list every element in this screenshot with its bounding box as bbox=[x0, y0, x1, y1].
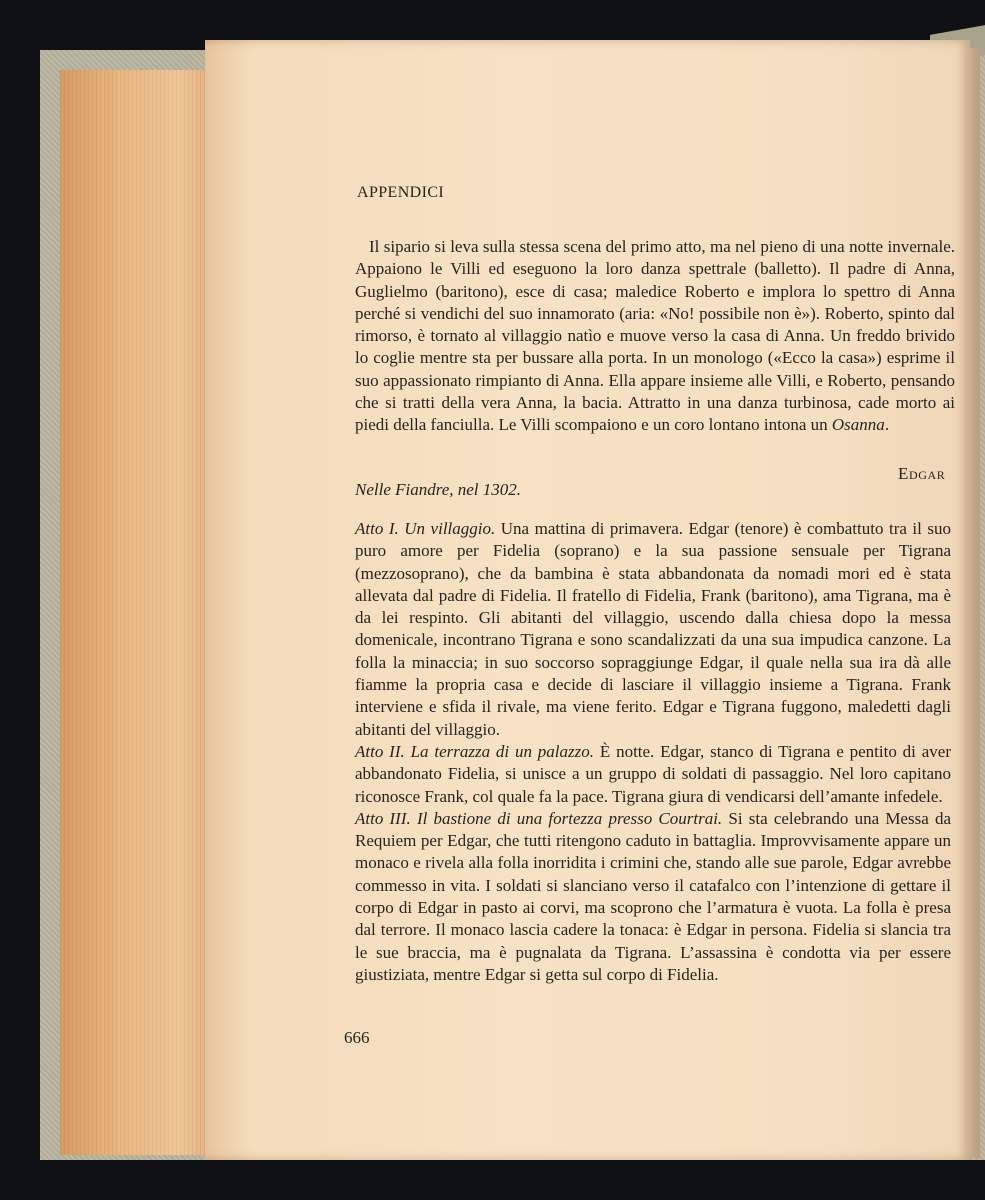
edgar-synopsis bbox=[355, 518, 951, 986]
edgar-setting: Nelle Fiandre, nel 1302. bbox=[355, 480, 522, 499]
villi-paragraph-text: Il sipario si leva sulla stessa scena del primo atto, ma nel pieno di una notte invernale. Appaiono le Villi ed eseguono la loro danza spettrale (balletto). Il padre di Anna, Guglielmo (baritono), esce di casa; maledice Roberto e implora lo spettro di Anna perché si vendichi del suo innamorato (aria: «No! possibile non è»). Roberto, spinto dal rimorso, è tornato al villaggio natìo e muove verso la casa di Anna. Un freddo brivido lo coglie mentre sta per bussare alla porta. In un monologo («Ecco la casa») esprime il suo appassionato rimpianto di Anna. Ella appare insieme alle Villi, e Roberto, pensando che si tratti della vera Anna, la bacia. Attratto in una danza turbinosa, cade morto ai piedi della fanciulla. Le Villi scompaiono e un coro lontano intona un bbox=[355, 237, 955, 435]
act-heading: Atto I. Un villaggio. bbox=[355, 519, 496, 538]
act-text: Una mattina di primavera. Edgar (tenore) è combattuto tra il suo puro amore per Fidelia (soprano) e la sua passione sensuale per Tigrana (mezzosoprano), che da bambina è stata abbandonata da nomadi mori ed è stata allevata dal padre di Fidelia. Il fratello di Fidelia, Frank (baritono), ama Tigrana, ma è da lei respinto. Gli abitanti del villaggio, uscendo dalla chiesa dopo la messa domenicale, incontrano Tigrana e sono scandalizzati da una sua impudica canzone. La folla la minaccia; in suo soccorso sopraggiunge Edgar, il quale nella sua ira dà alle fiamme la propria casa e decide di lasciare il villaggio insieme a Tigrana. Frank interviene e sfida il rivale, ma viene ferito. Edgar e Tigrana fuggono, maledetti dagli abitanti del villaggio. bbox=[355, 519, 951, 739]
act-paragraph bbox=[355, 741, 951, 808]
running-head: APPENDICI bbox=[357, 184, 445, 201]
act-paragraph bbox=[355, 808, 951, 986]
page-number: 666 bbox=[344, 1028, 370, 1047]
act-paragraph bbox=[355, 518, 951, 741]
villi-paragraph-italic: Osanna bbox=[831, 415, 885, 435]
page-edges bbox=[60, 70, 210, 1155]
act-heading: Atto III. Il bastione di una fortezza presso Courtrai. bbox=[355, 808, 723, 828]
villi-paragraph-end: . bbox=[884, 415, 890, 435]
act-text: Si sta celebrando una Messa da Requiem per Edgar, che tutti ritengono caduto in battaglia. Improvvisamente appare un monaco e rivela alla folla inorridita i crimini che, stando alle sue parole, Edgar avrebbe commesso in vita. I soldati si slanciano verso il catafalco con l’intenzione di gettare il corpo di Edgar in pasto ai corvi, ma scoprono che l’armatura è vuota. La folla è presa dal terrore. Il monaco lascia cadere la tonaca: è Edgar in persona. Fidelia si slancia tra le sue braccia, ma è pugnalata da Tigrana. L’assassina è condotta via per essere giustiziata, mentre Edgar si getta sul corpo di Fidelia. bbox=[355, 808, 951, 984]
act-text: È notte. Edgar, stanco di Tigrana e pentito di aver abbandonato Fidelia, si unisce a un gruppo di soldati di passaggio. Nel loro capitano riconosce Frank, col quale fa la pace. Tigrana giura di vendicarsi dell’amante infedele. bbox=[355, 741, 951, 806]
villi-paragraph bbox=[355, 236, 955, 437]
act-heading: Atto II. La terrazza di un palazzo. bbox=[355, 741, 595, 761]
section-title-edgar: Edgar bbox=[898, 464, 946, 483]
